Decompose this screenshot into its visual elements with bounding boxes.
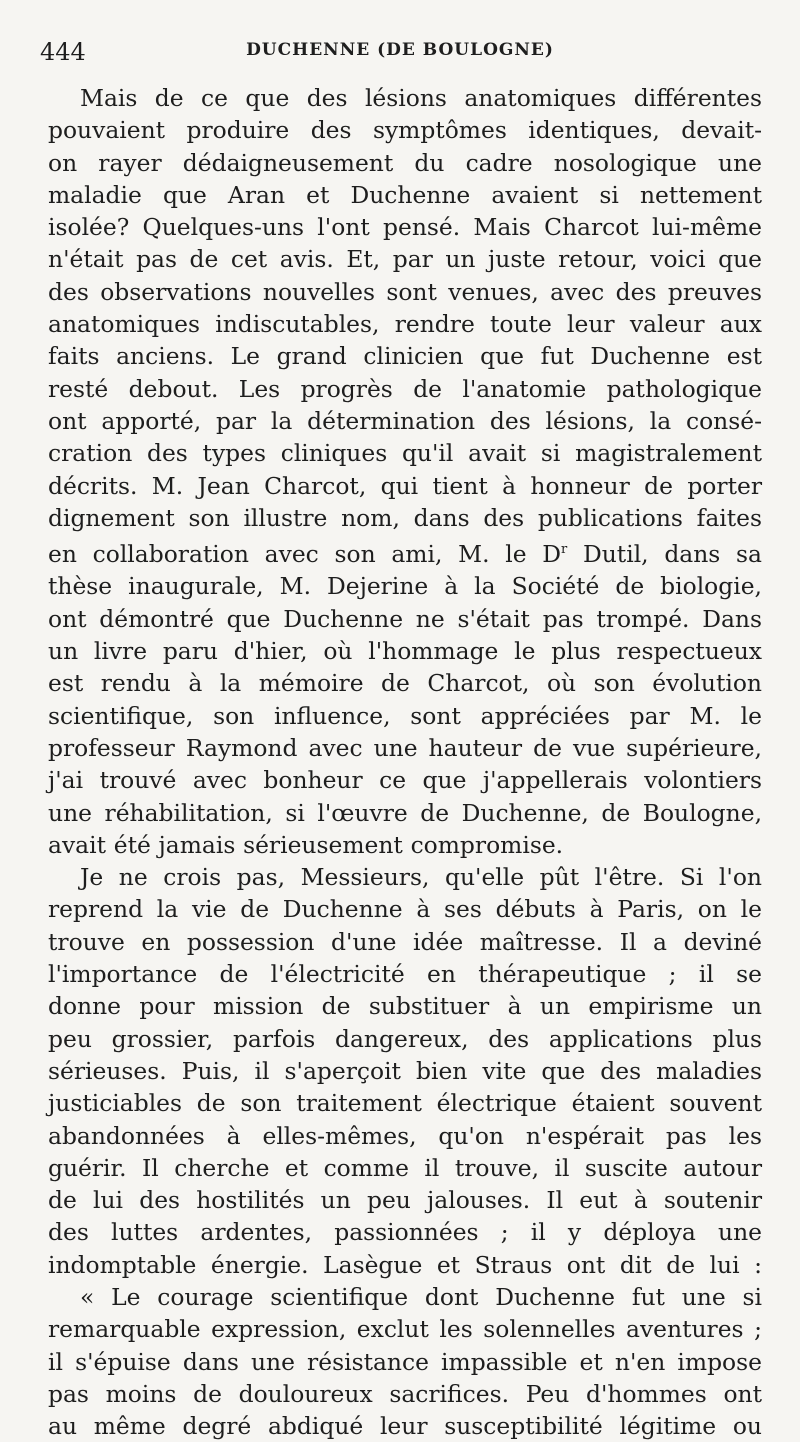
text-line: au même degré abdiqué leur susceptibilité légitime ou bbox=[48, 1412, 762, 1441]
text-line: abandonnées à elles-mêmes, qu'on n'espérait pas les bbox=[48, 1121, 762, 1150]
text-line: trouve en possession d'une idée maîtresse. Il a deviné bbox=[48, 927, 762, 956]
page-number: 444 bbox=[40, 38, 86, 66]
text-line: Je ne crois pas, Messieurs, qu'elle pût l'être. Si l'on bbox=[80, 863, 762, 892]
text-line: remarquable expression, exclut les solennelles aventures ; bbox=[48, 1315, 762, 1344]
text-line: « Le courage scientifique dont Duchenne fut une si bbox=[80, 1282, 762, 1311]
text-line: pouvaient produire des symptômes identiques, devait- bbox=[48, 116, 762, 145]
text-line: isolée? Quelques-uns l'ont pensé. Mais Charcot lui-même bbox=[48, 213, 762, 242]
text-line: anatomiques indiscutables, rendre toute leur valeur aux bbox=[48, 310, 762, 339]
text-line: indomptable énergie. Lasègue et Straus ont dit de lui : bbox=[48, 1250, 762, 1279]
text-line: Mais de ce que des lésions anatomiques différentes bbox=[80, 84, 762, 112]
text-line: un livre paru d'hier, où l'hommage le plus respectueux bbox=[48, 637, 762, 666]
text-line: n'était pas de cet avis. Et, par un juste retour, voici que bbox=[48, 245, 762, 274]
text-line: décrits. M. Jean Charcot, qui tient à honneur de porter bbox=[48, 471, 762, 500]
text-line: peu grossier, parfois dangereux, des applications plus bbox=[48, 1024, 762, 1053]
text-line: sérieuses. Puis, il s'aperçoit bien vite que des maladies bbox=[48, 1056, 762, 1085]
text-line: est rendu à la mémoire de Charcot, où son évolution bbox=[48, 669, 762, 698]
line-start: en collaboration avec son ami, M. le D bbox=[48, 540, 562, 569]
running-head: DUCHENNE (DE BOULOGNE) bbox=[246, 40, 554, 60]
text-line: resté debout. Les progrès de l'anatomie pathologique bbox=[48, 374, 762, 403]
text-line: thèse inaugurale, M. Dejerine à la Société de biologie, bbox=[48, 572, 762, 601]
text-line: on rayer dédaigneusement du cadre nosologique une bbox=[48, 148, 762, 177]
page-header bbox=[40, 38, 760, 68]
text-line-with-superscript bbox=[48, 534, 762, 570]
text-line: maladie que Aran et Duchenne avaient si nettement bbox=[48, 180, 762, 209]
text-line: pas moins de douloureux sacrifices. Peu d'hommes ont bbox=[48, 1379, 762, 1408]
text-line: une réhabilitation, si l'œuvre de Duchenne, de Boulogne, bbox=[48, 798, 762, 827]
text-line: ont apporté, par la détermination des lésions, la consé- bbox=[48, 406, 762, 435]
text-line: l'importance de l'électricité en thérapeutique ; il se bbox=[48, 960, 762, 989]
text-line: j'ai trouvé avec bonheur ce que j'appellerais volontiers bbox=[48, 766, 762, 795]
text-line: reprend la vie de Duchenne à ses débuts à Paris, on le bbox=[48, 895, 762, 924]
text-line: guérir. Il cherche et comme il trouve, il suscite autour bbox=[48, 1153, 762, 1182]
text-line: scientifique, son influence, sont appréciées par M. le bbox=[48, 701, 762, 730]
superscript: r bbox=[561, 542, 568, 558]
text-line: justiciables de son traitement électrique étaient souvent bbox=[48, 1089, 762, 1118]
text-line: avait été jamais sérieusement compromise. bbox=[48, 830, 564, 859]
text-line: ont démontré que Duchenne ne s'était pas trompé. Dans bbox=[48, 604, 762, 633]
text-line: de lui des hostilités un peu jalouses. Il eut à soutenir bbox=[48, 1186, 762, 1215]
text-line: faits anciens. Le grand clinicien que fut Duchenne est bbox=[48, 342, 762, 371]
text-line: professeur Raymond avec une hauteur de vue supérieure, bbox=[48, 733, 762, 762]
text-line: donne pour mission de substituer à un empirisme un bbox=[48, 992, 762, 1021]
text-line: dignement son illustre nom, dans des publications faites bbox=[48, 503, 762, 532]
body-text bbox=[48, 82, 762, 1442]
text-line: cration des types cliniques qu'il avait si magistralement bbox=[48, 439, 762, 468]
text-line: des observations nouvelles sont venues, avec des preuves bbox=[48, 277, 762, 306]
line-end: Dutil, dans sa bbox=[567, 540, 762, 569]
text-line: il s'épuise dans une résistance impassible et n'en impose bbox=[48, 1347, 762, 1376]
text-line: des luttes ardentes, passionnées ; il y déploya une bbox=[48, 1218, 762, 1247]
